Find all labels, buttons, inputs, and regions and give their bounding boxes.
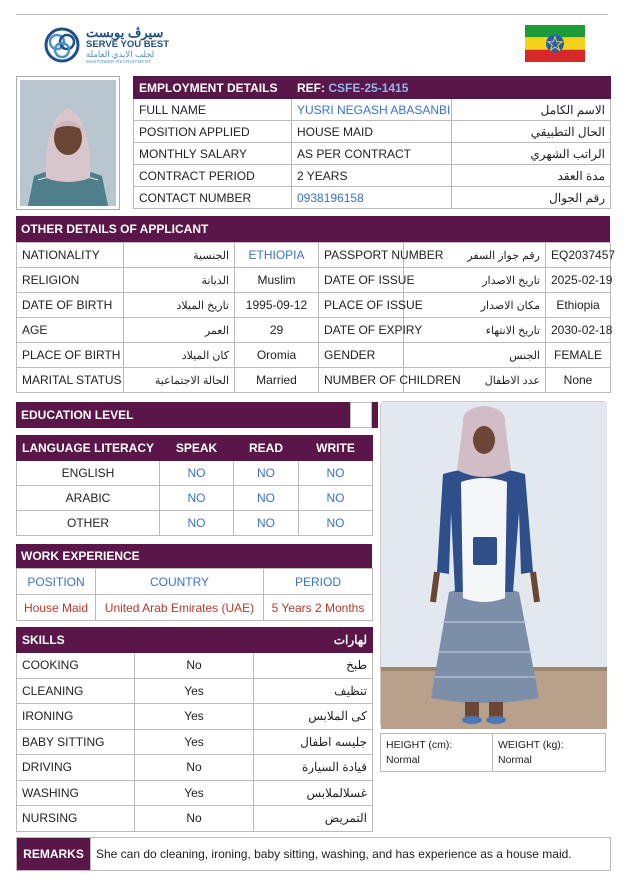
position-applied-value: HOUSE MAID [292,121,452,143]
arabic-read: NO [234,486,299,511]
religion-arabic: الديانة [124,268,235,293]
ethiopia-flag-icon [525,25,585,62]
period-header: PERIOD [264,569,373,595]
skills-title: SKILLS [17,628,135,653]
other-speak: NO [160,511,234,536]
measurements-table [380,733,606,772]
contact-number-arabic: رقم الجوال [452,187,611,209]
place-of-issue-arabic: مكان الاصدار [404,293,546,318]
weight-label: WEIGHT (kg): [498,738,564,751]
applicant-photo-full [380,401,606,728]
english-speak: NO [160,461,234,486]
skill-ironing-label: IRONING [17,704,135,730]
contract-period-label: CONTRACT PERIOD [134,165,292,187]
gender-value: FEMALE [546,343,611,368]
height-label: HEIGHT (cm): [386,738,453,751]
skill-cooking-arabic: طبخ [254,653,373,679]
arabic-write: NO [299,486,373,511]
top-divider [16,14,608,15]
skills-title-arabic: لهارات [254,628,373,653]
language-literacy-header: LANGUAGE LITERACY [17,436,160,461]
write-header: WRITE [299,436,373,461]
other-write: NO [299,511,373,536]
skill-driving-arabic: قيادة السيارة [254,755,373,781]
skill-baby-sitting-arabic: جليسه اطفال [254,729,373,755]
position-header: POSITION [17,569,96,595]
skill-cooking-label: COOKING [17,653,135,679]
skill-cleaning-label: CLEANING [17,678,135,704]
skill-washing-value: Yes [135,780,254,806]
logo-arabic-subtitle: لجلب الايدي العاملة [86,49,155,60]
date-of-birth-arabic: تاريخ الميلاد [124,293,235,318]
nationality-arabic: الجنسية [124,243,235,268]
logo-subtitle: MANPOWER RECRUITMENT [86,58,151,64]
weight-value: Normal [498,753,532,766]
employment-details-title: EMPLOYMENT DETAILS [134,77,292,99]
work-experience-title: WORK EXPERIENCE [16,544,372,568]
skill-baby-sitting-value: Yes [135,729,254,755]
english-write: NO [299,461,373,486]
age-arabic: العمر [124,318,235,343]
place-of-issue-value: Ethiopia [546,293,611,318]
place-of-birth-value: Oromia [235,343,319,368]
skill-cleaning-arabic: تنظيف [254,678,373,704]
date-of-expiry-label: DATE OF EXPIRY [319,318,404,343]
monthly-salary-arabic: الراتب الشهري [452,143,611,165]
passport-number-value: EQ2037457 [546,243,611,268]
place-of-issue-label: PLACE OF ISSUE [319,293,404,318]
remarks-table [16,837,611,871]
skill-cooking-value: No [135,653,254,679]
arabic-speak: NO [160,486,234,511]
date-of-issue-value: 2025-02-19 [546,268,611,293]
age-value: 29 [235,318,319,343]
country-header: COUNTRY [96,569,264,595]
full-name-arabic: الاسم الكامل [452,99,611,121]
monthly-salary-label: MONTHLY SALARY [134,143,292,165]
passport-number-arabic: رقم جواز السفر [404,243,546,268]
applicant-photo-small [16,76,120,210]
marital-status-value: Married [235,368,319,393]
nationality-value: ETHIOPIA [235,243,319,268]
education-level-label: EDUCATION LEVEL [21,408,134,422]
work-position-value: House Maid [17,595,96,621]
other-details-title: OTHER DETAILS OF APPLICANT [16,216,610,242]
skill-nursing-value: No [135,806,254,832]
date-of-issue-label: DATE OF ISSUE [319,268,404,293]
place-of-birth-label: PLACE OF BIRTH [17,343,124,368]
marital-status-arabic: الحالة الاجتماعية [124,368,235,393]
gender-label: GENDER [319,343,404,368]
position-applied-label: POSITION APPLIED [134,121,292,143]
ref-value: CSFE-25-1415 [328,80,409,95]
language-other: OTHER [17,511,160,536]
ref-cell [292,77,611,99]
position-applied-arabic: الحال التطبيقي [452,121,611,143]
age-label: AGE [17,318,124,343]
read-header: READ [234,436,299,461]
full-name-value: YUSRI NEGASH ABASANBI [292,99,452,121]
logo-arabic-name: سيرڤ يوبست [86,24,164,40]
company-logo [44,24,184,66]
other-details-table [16,242,616,393]
skill-ironing-arabic: كى الملابس [254,704,373,730]
passport-number-label: PASSPORT NUMBER [319,243,404,268]
contact-number-value: 0938196158 [292,187,452,209]
language-english: ENGLISH [17,461,160,486]
work-period-value: 5 Years 2 Months [264,595,373,621]
contract-period-value: 2 YEARS [292,165,452,187]
skill-nursing-label: NURSING [17,806,135,832]
speak-header: SPEAK [160,436,234,461]
employment-details-table [133,76,611,209]
skill-driving-label: DRIVING [17,755,135,781]
nationality-label: NATIONALITY [17,243,124,268]
gender-arabic: الجنس [404,343,546,368]
english-read: NO [234,461,299,486]
religion-label: RELIGION [17,268,124,293]
skills-table [16,627,373,832]
ref-label: REF: [297,80,325,95]
weight-cell [493,734,606,772]
logo-knot-icon [44,27,80,63]
work-experience-table [16,568,373,621]
skill-driving-value: No [135,755,254,781]
number-of-children-value: None [546,368,611,393]
number-of-children-label: NUMBER OF CHILDREN [319,368,404,393]
height-value: Normal [386,753,420,766]
remarks-text: She can do cleaning, ironing, baby sitting, washing, and has experience as a house maid. [91,838,611,871]
logo-english-name: SERVE YOU BEST [86,38,170,50]
education-level-value [350,402,372,428]
religion-value: Muslim [235,268,319,293]
height-cell [381,734,493,772]
skill-washing-arabic: غسلالملابس [254,780,373,806]
full-name-label: FULL NAME [134,99,292,121]
date-of-expiry-arabic: تاريخ الانتهاء [404,318,546,343]
portrait-image [20,80,116,206]
date-of-expiry-value: 2030-02-18 [546,318,611,343]
remarks-label: REMARKS [17,838,91,871]
place-of-birth-arabic: كان الميلاد [124,343,235,368]
number-of-children-arabic: عدد الاطفال [404,368,546,393]
marital-status-label: MARITAL STATUS [17,368,124,393]
monthly-salary-value: AS PER CONTRACT [292,143,452,165]
skill-baby-sitting-label: BABY SITTING [17,729,135,755]
language-arabic: ARABIC [17,486,160,511]
other-read: NO [234,511,299,536]
full-body-image [381,402,607,729]
education-level-title [16,402,378,428]
contract-period-arabic: مدة العقد [452,165,611,187]
skill-ironing-value: Yes [135,704,254,730]
language-literacy-table [16,435,373,536]
skill-cleaning-value: Yes [135,678,254,704]
skill-nursing-arabic: التمريض [254,806,373,832]
date-of-birth-value: 1995-09-12 [235,293,319,318]
date-of-issue-arabic: تاريخ الاصدار [404,268,546,293]
date-of-birth-label: DATE OF BIRTH [17,293,124,318]
work-country-value: United Arab Emirates (UAE) [96,595,264,621]
skill-washing-label: WASHING [17,780,135,806]
contact-number-label: CONTACT NUMBER [134,187,292,209]
